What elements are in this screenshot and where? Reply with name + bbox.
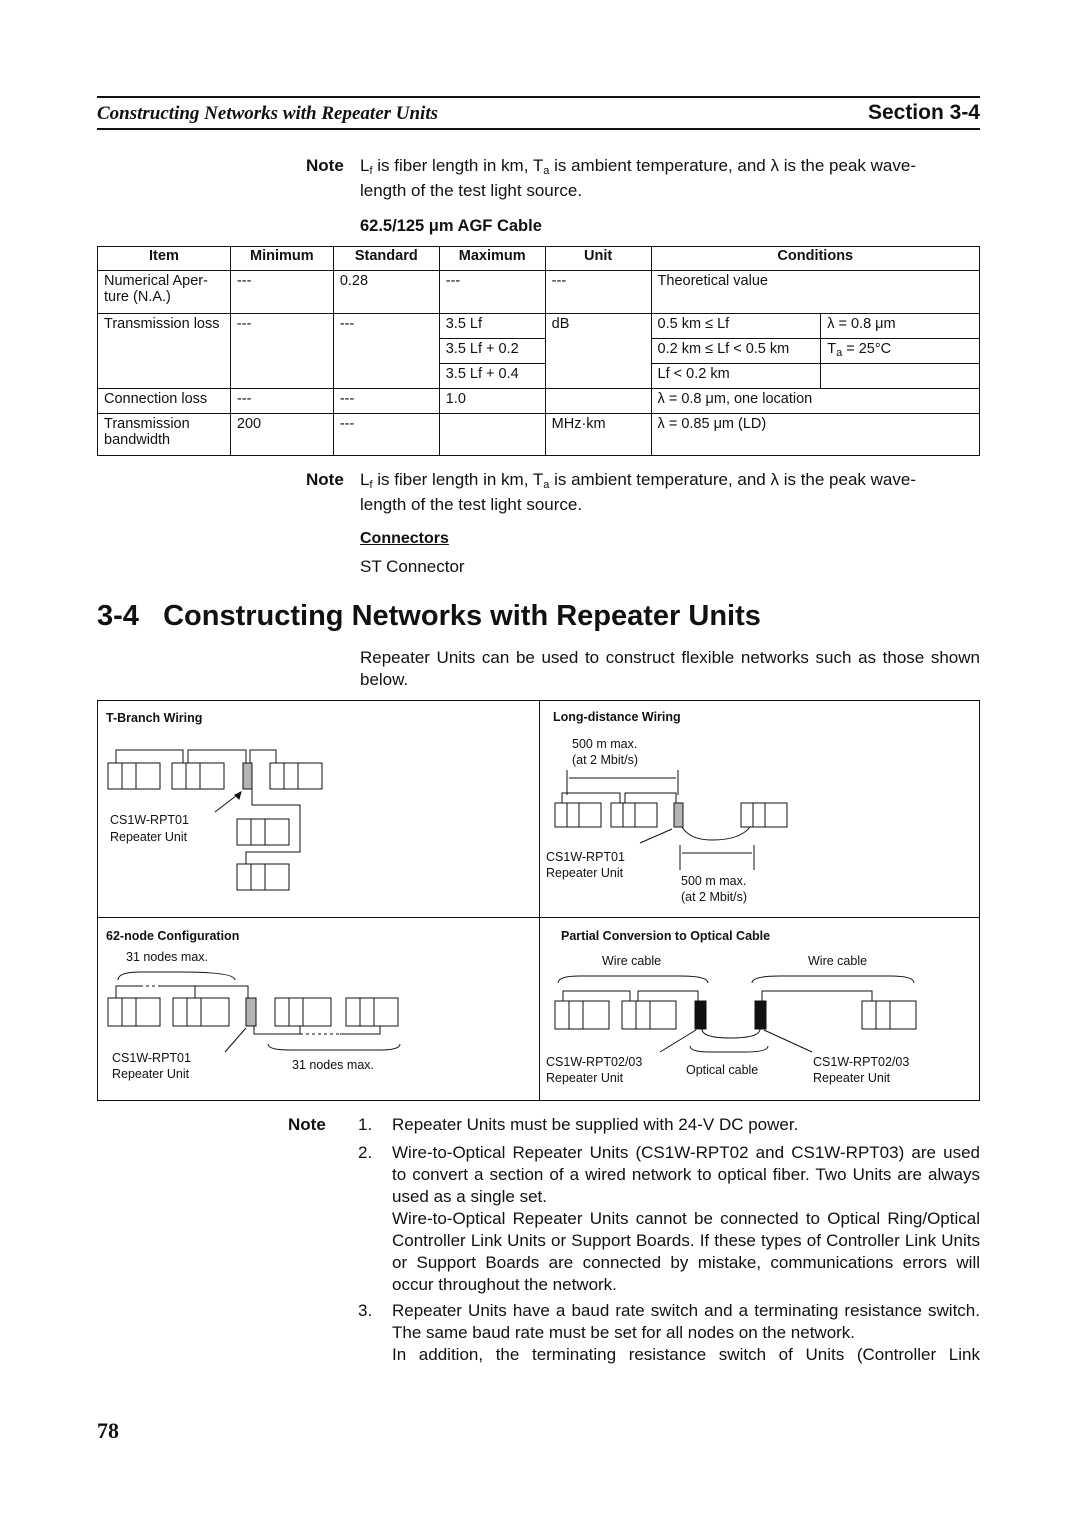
- col-header-standard: Standard: [333, 247, 439, 271]
- partial-node-icon: [622, 1001, 676, 1029]
- longdist-node-icon: [741, 803, 787, 827]
- table-row: Numerical Aper- ture (N.A.) --- 0.28 --- --- Theoretical value: [98, 271, 980, 314]
- section-label: Section 3-4: [867, 101, 980, 124]
- longdist-unit-model: CS1W-RPT01: [546, 850, 625, 864]
- col-header-conditions: Conditions: [651, 247, 979, 271]
- node62-node-icon: [346, 998, 398, 1026]
- longdist-node-icon: [555, 803, 601, 827]
- longdist-title: Long-distance Wiring: [553, 710, 681, 724]
- partial-unit-name-right: Repeater Unit: [813, 1071, 891, 1085]
- partial-unit-model-left: CS1W-RPT02/03: [546, 1055, 643, 1069]
- partial-leader-lines: [660, 1030, 812, 1052]
- note-item-text: Repeater Units must be supplied with 24-V DC power.: [392, 1115, 799, 1134]
- partial-wire-cable-right: [762, 991, 872, 1001]
- col-header-item: Item: [98, 247, 231, 271]
- tbranch-node-icon: [237, 864, 289, 890]
- partial-optical-cable: [702, 1029, 760, 1038]
- optical-repeater-icon: [755, 1001, 766, 1029]
- longdist-dist1: 500 m max.: [572, 737, 638, 751]
- partial-brace-left: [558, 976, 708, 983]
- note-label: Note: [306, 156, 344, 175]
- page-number: 78: [97, 1418, 119, 1443]
- note-mid-text: $L_f$ is fiber length in km, $T_a$ is ambient temperature, and λ is the peak wave-: [360, 470, 916, 491]
- col-header-minimum: Minimum: [230, 247, 333, 271]
- intro-text: Repeater Units can be used to construct flexible networks such as those shown below.: [360, 648, 980, 689]
- note-top-line2: length of the test light source.: [360, 181, 583, 200]
- longdist-dim-line-2: [680, 845, 754, 870]
- table-row: Transmission loss --- --- 3.5 Lf dB 0.5 km ≤ Lf λ = 0.8 μm: [98, 314, 980, 339]
- node62-leader-line: [225, 1028, 246, 1052]
- longdist-leader-line: [640, 829, 672, 843]
- notes-label: Note: [288, 1115, 326, 1134]
- tbranch-unit-model: CS1W-RPT01: [110, 813, 189, 827]
- partial-wire-left: Wire cable: [602, 954, 662, 968]
- note-top-text: $L_f$ is fiber length in km, $T_a$ is ambient temperature, and λ is the peak wave-: [360, 156, 916, 177]
- cable-heading: 62.5/125 μm AGF Cable: [360, 217, 542, 235]
- partial-unit-model-right: CS1W-RPT02/03: [813, 1055, 910, 1069]
- table-row: Connection loss --- --- 1.0 λ = 0.8 μm, one location: [98, 389, 980, 414]
- partial-optical-label: Optical cable: [686, 1063, 759, 1077]
- note-label: Note: [306, 470, 344, 489]
- note-item-number: 3.: [358, 1301, 373, 1320]
- node62-cable: [116, 986, 248, 998]
- tbranch-node-icon: [270, 763, 322, 789]
- longdist-dist2: 500 m max.: [681, 874, 747, 888]
- tbranch-node-icon: [172, 763, 224, 789]
- arrow-icon: [235, 792, 241, 799]
- node62-title: 62-node Configuration: [106, 929, 240, 943]
- node62-node-icon: [275, 998, 331, 1026]
- longdist-node-icon: [611, 803, 657, 827]
- node62-cable-2: [254, 1026, 380, 1034]
- running-title: Constructing Networks with Repeater Units: [97, 103, 439, 124]
- repeater-unit-icon: [246, 998, 256, 1026]
- col-header-unit: Unit: [545, 247, 651, 271]
- table-row: 3.5 Lf + 0.4 Lf < 0.2 km: [98, 364, 980, 389]
- repeater-unit-icon: [243, 763, 252, 789]
- node62-node-icon: [173, 998, 229, 1026]
- partial-title: Partial Conversion to Optical Cable: [561, 929, 771, 943]
- tbranch-node-icon: [108, 763, 160, 789]
- optical-repeater-icon: [695, 1001, 706, 1029]
- partial-node-icon: [862, 1001, 916, 1029]
- partial-node-icon: [555, 1001, 609, 1029]
- node62-nodes-top: 31 nodes max.: [126, 950, 208, 964]
- node62-node-icon: [108, 998, 160, 1026]
- note-item-number: 2.: [358, 1143, 373, 1162]
- note-item-text: Wire-to-Optical Repeater Units cannot be connected to Optical Ring/Optical Controller Link Units or Support Boards. If these types of Controller Link Units or Support Boards are connected by mistake, communications errors will occur throughout the network.: [392, 1209, 980, 1294]
- tbranch-node-icon: [237, 819, 289, 845]
- note-mid-line2: length of the test light source.: [360, 495, 583, 514]
- connectors-heading: Connectors: [360, 530, 449, 547]
- partial-brace-optical: [690, 1046, 768, 1052]
- longdist-cable: [562, 793, 676, 803]
- node62-unit-model: CS1W-RPT01: [112, 1051, 191, 1065]
- note-item-text: Wire-to-Optical Repeater Units (CS1W-RPT02 and CS1W-RPT03) are used to convert a section of a wired network to optical fiber. Two Units are always used as a single set.: [392, 1143, 980, 1206]
- longdist-rate2: (at 2 Mbit/s): [681, 890, 747, 904]
- note-item-number: 1.: [358, 1115, 373, 1134]
- table-row: 3.5 Lf + 0.2 0.2 km ≤ Lf < 0.5 km $T_a = 25^\circ C$: [98, 339, 980, 364]
- longdist-rate1: (at 2 Mbit/s): [572, 753, 638, 767]
- tbranch-branch-cable: [246, 789, 300, 864]
- table-row: Transmission bandwidth 200 --- MHz·km λ = 0.85 μm (LD): [98, 414, 980, 456]
- note-item-text: Repeater Units have a baud rate switch and a terminating resistance switch. The same baud rate must be set for all nodes on the network.: [392, 1301, 980, 1342]
- repeater-unit-icon: [674, 803, 683, 827]
- note-item-text: In addition, the terminating resistance switch of Units (Controller Link: [392, 1345, 980, 1364]
- tbranch-title: T-Branch Wiring: [106, 711, 203, 725]
- node62-brace-top: [118, 972, 235, 980]
- partial-brace-right: [752, 976, 914, 983]
- partial-unit-name-left: Repeater Unit: [546, 1071, 624, 1085]
- col-header-maximum: Maximum: [439, 247, 545, 271]
- longdist-dim-line-1: [567, 770, 678, 795]
- node62-nodes-bottom: 31 nodes max.: [292, 1058, 374, 1072]
- node62-unit-name: Repeater Unit: [112, 1067, 190, 1081]
- section-title: 3-4 Constructing Networks with Repeater Units: [97, 600, 761, 632]
- longdist-cable-2: [682, 827, 750, 840]
- partial-wire-right: Wire cable: [808, 954, 868, 968]
- connectors-value: ST Connector: [360, 557, 465, 576]
- partial-wire-cable-left: [563, 991, 698, 1001]
- longdist-unit-name: Repeater Unit: [546, 866, 624, 880]
- node62-brace-bottom: [268, 1044, 400, 1050]
- tbranch-unit-name: Repeater Unit: [110, 830, 188, 844]
- tbranch-cable: [116, 750, 276, 763]
